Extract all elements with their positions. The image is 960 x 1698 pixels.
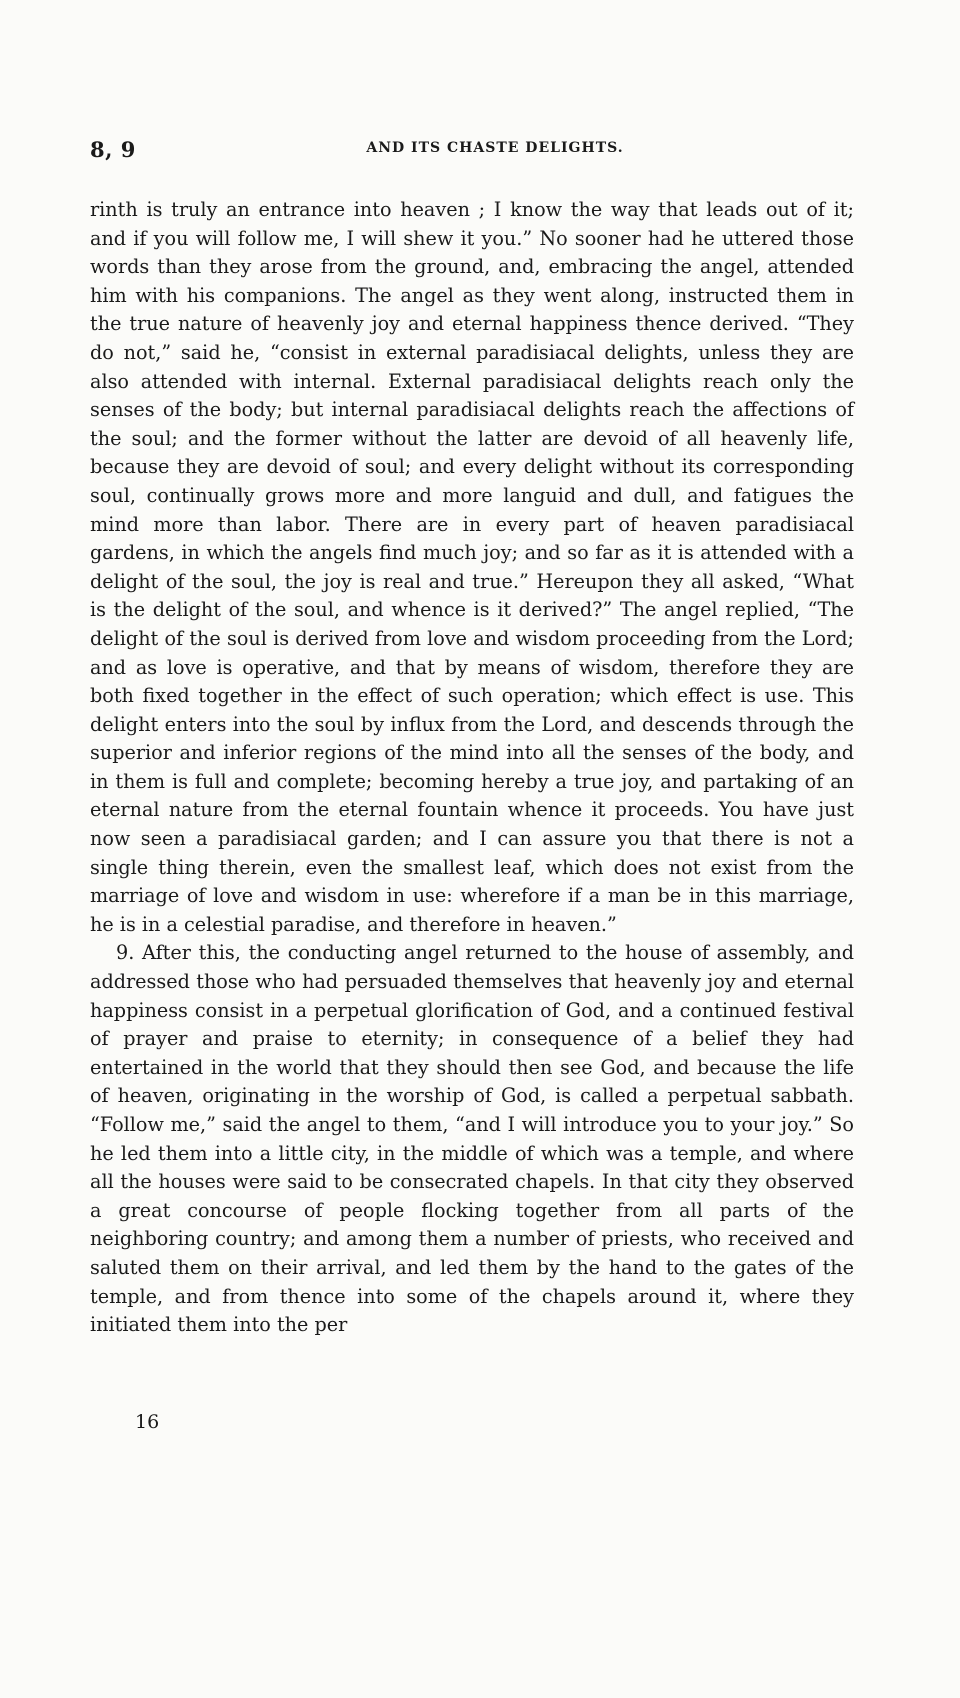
page-header <box>90 137 860 167</box>
paragraph-continuation: rinth is truly an entrance into heaven ; I know the way that leads out of it; and if you will follow me, I will shew it you.” No sooner had he uttered those words than they arose from the ground, and, embracing the angel, attended him with his companions. The angel as they went along, instructed them in the true nature of heavenly joy and eternal happiness thence derived. “They do not,” said he, “consist in external paradisiacal delights, unless they are also attended with internal. External paradisiacal delights reach only the senses of the body; but internal paradisiacal delights reach the affections of the soul; and the former without the latter are devoid of all heavenly life, because they are devoid of soul; and every delight without its corresponding soul, continually grows more and more languid and dull, and fatigues the mind more than labor. There are in every part of heaven paradisiacal gardens, in which the angels find much joy; and so far as it is attended with a delight of the soul, the joy is real and true.” Hereupon they all asked, “What is the delight of the soul, and whence is it derived?” The angel replied, “The delight of the soul is derived from love and wisdom proceeding from the Lord; and as love is operative, and that by means of wisdom, therefore they are both fixed together in the effect of such operation; which effect is use. This delight enters into the soul by influx from the Lord, and descends through the superior and inferior regions of the mind into all the senses of the body, and in them is full and complete; becoming hereby a true joy, and partaking of an eternal nature from the eternal fountain whence it proceeds. You have just now seen a paradisiacal garden; and I can assure you that there is not a single thing therein, even the smallest leaf, which does not exist from the marriage of love and wisdom in use: wherefore if a man be in this marriage, he is in a celestial paradise, and therefore in heaven.” <box>90 198 854 936</box>
body-text <box>90 196 854 1340</box>
running-title: AND ITS CHASTE DELIGHTS. <box>366 140 624 156</box>
page-number: 8, 9 <box>90 137 136 162</box>
paragraph-section-9: 9. After this, the conducting angel returned to the house of assembly, and addressed those who had persuaded themselves that heavenly joy and eternal happiness consist in a perpetual glorification of God, and a continued festival of prayer and praise to eternity; in consequence of a belief they had entertained in the world that they should then see God, and because the life of heaven, originating in the worship of God, is called a perpetual sabbath. “Follow me,” said the angel to them, “and I will introduce you to your joy.” So he led them into a little city, in the middle of which was a temple, and where all the houses were said to be consecrated chapels. In that city they observed a great concourse of people flocking together from all parts of the neighboring country; and among them a number of priests, who received and saluted them on their arrival, and led them by the hand to the gates of the temple, and from thence into some of the chapels around it, where they initiated them into the per <box>90 941 854 1337</box>
signature-mark: 16 <box>135 1411 160 1433</box>
